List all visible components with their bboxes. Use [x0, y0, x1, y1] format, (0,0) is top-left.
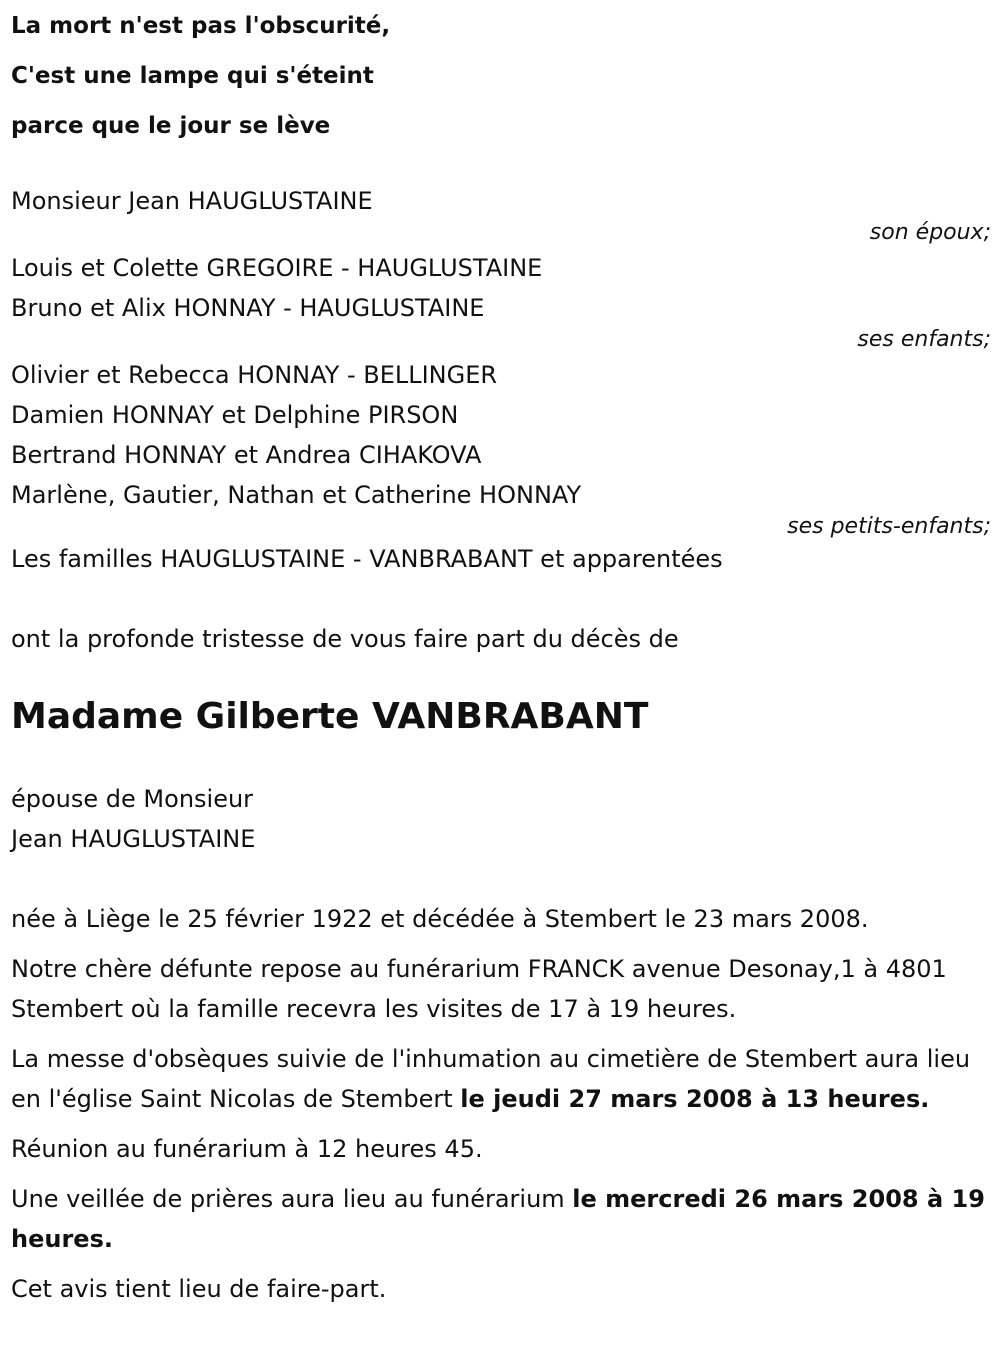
child-name: Louis et Colette GREGOIRE - HAUGLUSTAINE: [11, 254, 543, 282]
mass-date: le jeudi 27 mars 2008 à 13 heures.: [460, 1085, 930, 1113]
spouse-of-line: Jean HAUGLUSTAINE: [11, 825, 256, 853]
grandchild-name: Olivier et Rebecca HONNAY - BELLINGER: [11, 361, 498, 389]
grandchild-name: Bertrand HONNAY et Andrea CIHAKOVA: [11, 441, 482, 469]
poem-line: C'est une lampe qui s'éteint: [11, 63, 374, 89]
deceased-name: Madame Gilberte VANBRABANT: [11, 696, 649, 737]
grandchildren-role: ses petits-enfants;: [787, 514, 991, 539]
meeting-paragraph: Réunion au funérarium à 12 heures 45.: [11, 1135, 483, 1163]
announcement-line: ont la profonde tristesse de vous faire part du décès de: [11, 625, 679, 653]
spouse-role: son époux;: [869, 220, 991, 245]
mass-paragraph: [11, 1039, 991, 1119]
birth-death-paragraph: née à Liège le 25 février 1922 et décédée à Stembert le 23 mars 2008.: [11, 905, 869, 933]
child-name: Bruno et Alix HONNAY - HAUGLUSTAINE: [11, 294, 485, 322]
poem: [11, 0, 991, 151]
grandchildren-block: [11, 355, 991, 539]
rest-paragraph: Notre chère défunte repose au funérarium FRANCK avenue Desonay,1 à 4801 Stembert où la famille recevra les visites de 17 à 19 heures.: [11, 955, 947, 1023]
spouse-name: Monsieur Jean HAUGLUSTAINE: [11, 187, 373, 215]
mass-text: La messe d'obsèques suivie de l'inhumation au cimetière de Stembert aura lieu en l'église Saint Nicolas de Stembert: [11, 1045, 971, 1113]
spouse-of-block: [11, 779, 991, 859]
closing-paragraph: Cet avis tient lieu de faire-part.: [11, 1275, 387, 1303]
poem-line: parce que le jour se lève: [11, 113, 331, 139]
vigil-date: le mercredi 26 mars 2008 à 19 heures.: [11, 1185, 985, 1253]
obituary-notice: [11, 0, 991, 1309]
vigil-paragraph: [11, 1179, 991, 1259]
spouse-block: [11, 181, 991, 245]
children-block: [11, 248, 991, 352]
vigil-text: Une veillée de prières aura lieu au funérarium: [11, 1185, 573, 1213]
poem-line: La mort n'est pas l'obscurité,: [11, 13, 391, 39]
grandchild-name: Damien HONNAY et Delphine PIRSON: [11, 401, 459, 429]
spouse-of-line: épouse de Monsieur: [11, 785, 254, 813]
children-role: ses enfants;: [857, 327, 991, 352]
grandchild-name: Marlène, Gautier, Nathan et Catherine HONNAY: [11, 481, 582, 509]
families-line: Les familles HAUGLUSTAINE - VANBRABANT et apparentées: [11, 545, 723, 573]
